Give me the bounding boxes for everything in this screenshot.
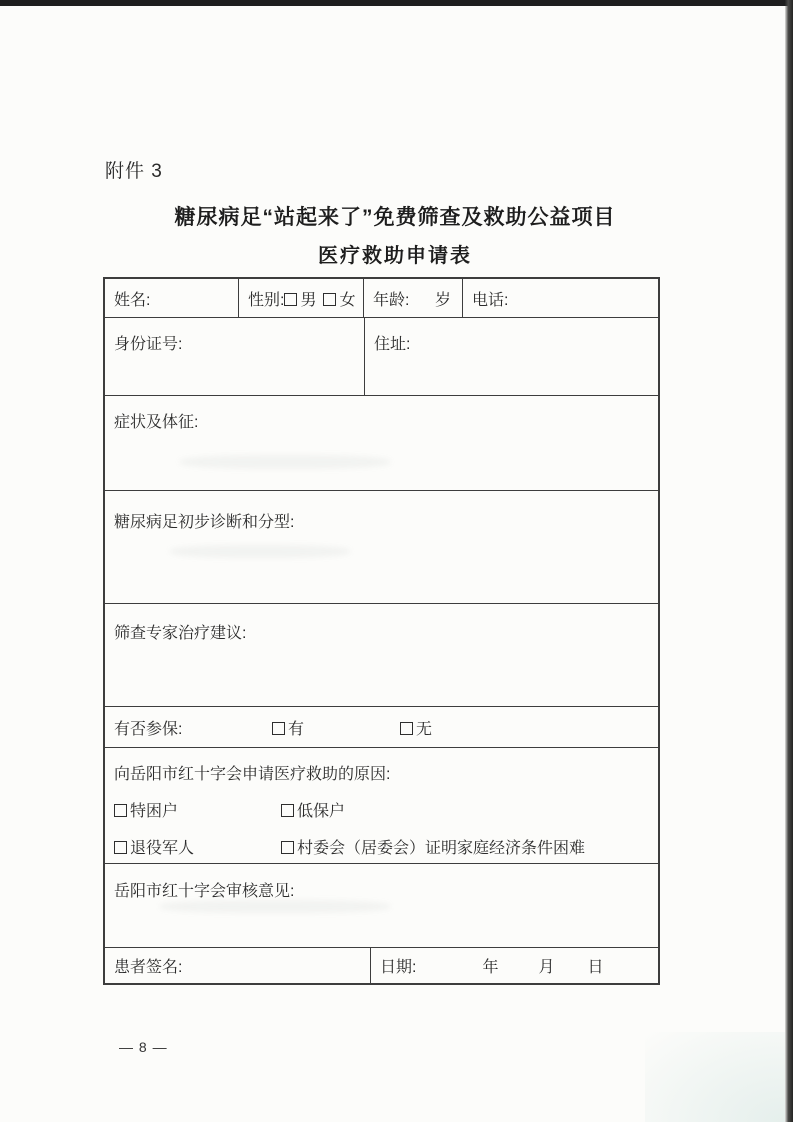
male-checkbox-icon xyxy=(284,293,297,306)
age-cell xyxy=(363,279,462,317)
name-cell xyxy=(105,279,238,317)
age-label: 年龄: xyxy=(373,291,410,309)
scan-right-edge xyxy=(785,0,793,1122)
reason-option-3-label: 退役军人 xyxy=(130,840,195,857)
form-subtitle: 医疗救助申请表 xyxy=(318,245,472,267)
gender-cell xyxy=(238,279,363,317)
diagnosis-cell xyxy=(105,491,658,603)
table-row-basic-info xyxy=(105,279,658,317)
phone-cell xyxy=(462,279,658,317)
scan-corner-tint xyxy=(645,1032,785,1122)
table-row-expert-advice xyxy=(105,603,658,706)
date-year-label: 年 xyxy=(482,959,499,976)
table-row-id-address xyxy=(105,317,658,395)
extreme-poverty-checkbox-icon xyxy=(114,804,127,817)
insurance-yes-label: 有 xyxy=(288,720,305,738)
reason-option-1-label: 特困户 xyxy=(130,803,179,820)
reason-option-veteran xyxy=(114,835,281,858)
insurance-cell xyxy=(105,707,658,747)
table-row-diagnosis xyxy=(105,490,658,603)
expert-advice-cell xyxy=(105,604,658,706)
reason-option-extreme-poverty xyxy=(114,798,281,821)
insurance-no-checkbox-icon xyxy=(400,722,413,735)
gender-female-label: 女 xyxy=(339,291,356,309)
phone-label: 电话: xyxy=(472,291,509,309)
table-row-signature-date xyxy=(105,947,658,983)
scan-top-edge xyxy=(0,0,793,6)
committee-proof-checkbox-icon xyxy=(281,841,294,854)
gender-male-label: 男 xyxy=(300,291,317,309)
review-label: 岳阳市红十字会审核意见: xyxy=(114,883,295,900)
date-month-label: 月 xyxy=(538,959,555,976)
application-form-table xyxy=(103,277,660,985)
expert-advice-label: 筛查专家治疗建议: xyxy=(114,625,247,642)
id-number-label: 身份证号: xyxy=(114,336,183,353)
insurance-yes-checkbox-icon xyxy=(272,722,285,735)
review-opinion-cell xyxy=(105,864,658,947)
diagnosis-label: 糖尿病足初步诊断和分型: xyxy=(114,514,295,531)
veteran-checkbox-icon xyxy=(114,841,127,854)
reason-option-low-income xyxy=(281,798,345,821)
low-income-checkbox-icon xyxy=(281,804,294,817)
address-cell xyxy=(364,318,658,395)
gender-male-option xyxy=(284,287,316,310)
reason-option-4-label: 村委会（居委会）证明家庭经济条件困难 xyxy=(297,840,586,857)
symptoms-label: 症状及体征: xyxy=(114,414,199,431)
application-reason-cell xyxy=(105,748,658,863)
name-label: 姓名: xyxy=(114,291,151,309)
attachment-label: 附件 3 xyxy=(105,161,163,182)
gender-label: 性别: xyxy=(248,291,285,309)
insurance-yes-option xyxy=(272,716,400,739)
address-label: 住址: xyxy=(374,336,411,353)
gender-female-option xyxy=(323,287,355,310)
symptoms-cell xyxy=(105,396,658,490)
date-label: 日期: xyxy=(380,959,417,976)
form-title: 糖尿病足“站起来了”免费筛查及救助公益项目 xyxy=(174,206,616,229)
female-checkbox-icon xyxy=(323,293,336,306)
signature-label: 患者签名: xyxy=(114,959,183,976)
insurance-label: 有否参保: xyxy=(114,720,183,738)
table-row-insurance xyxy=(105,706,658,747)
date-day-label: 日 xyxy=(587,959,604,976)
table-row-symptoms xyxy=(105,395,658,490)
reason-option-2-label: 低保户 xyxy=(297,803,346,820)
id-number-cell xyxy=(105,318,364,395)
page-number: — 8 — xyxy=(119,1039,168,1055)
reason-label: 向岳阳市红十字会申请医疗救助的原因: xyxy=(114,766,391,783)
insurance-no-label: 无 xyxy=(416,720,433,738)
date-cell xyxy=(370,948,658,983)
table-row-review-opinion xyxy=(105,863,658,947)
table-row-application-reason xyxy=(105,747,658,863)
insurance-no-option xyxy=(400,716,432,739)
signature-cell xyxy=(105,948,370,983)
reason-option-committee-proof xyxy=(281,835,585,858)
age-unit-label: 岁 xyxy=(434,291,451,309)
